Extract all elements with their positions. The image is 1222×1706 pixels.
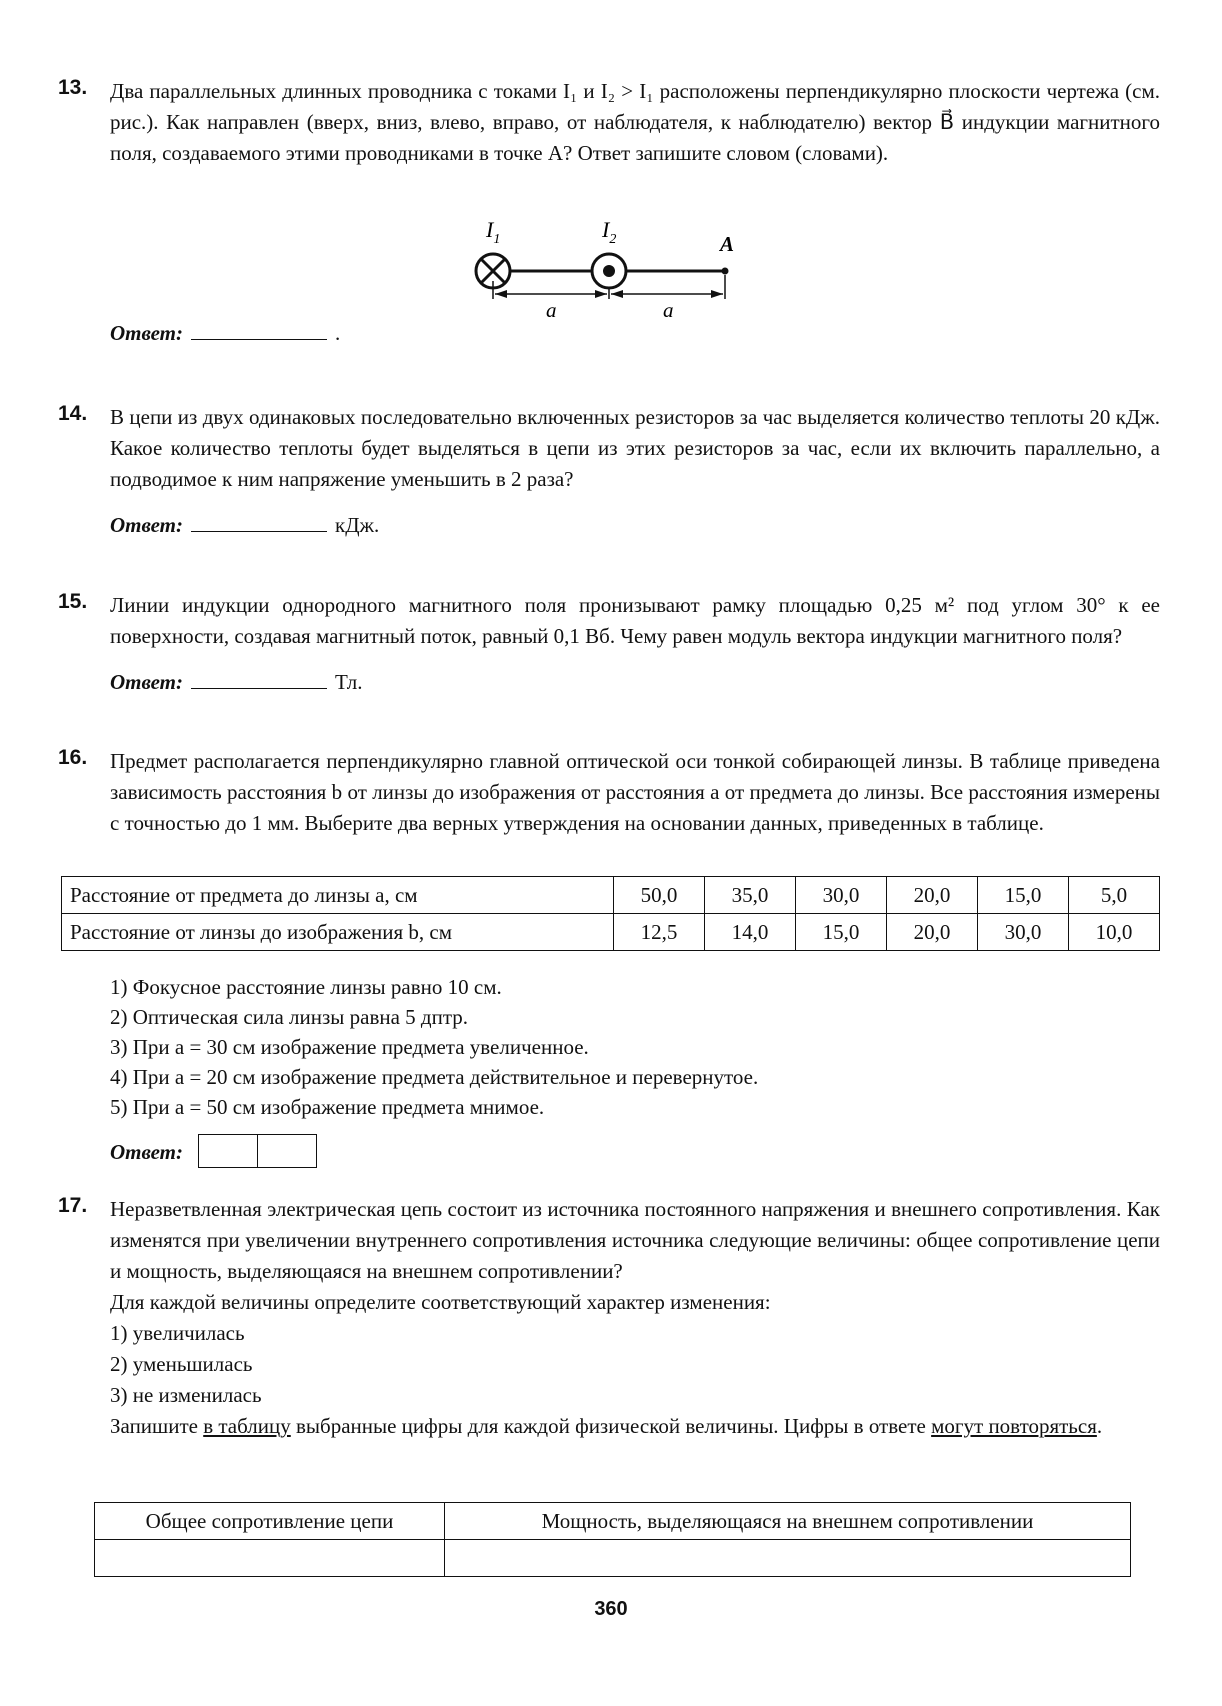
table-cell: 15,0: [978, 877, 1069, 914]
table-row: [62, 914, 1160, 951]
answer-boxes: [198, 1134, 315, 1174]
task-15: [58, 590, 1160, 698]
table-cell: 10,0: [1069, 914, 1160, 951]
page-number: 360: [594, 1598, 628, 1620]
table-row: [95, 1540, 1131, 1577]
answer-unit: .: [335, 321, 341, 345]
task-text: Предмет располагается перпендикулярно главной оптической оси тонкой собирающей линзы. В таблице приведена зависимость расстояния b от линзы до изображения от расстояния a от предмета до линзы. Все расстояния измерены с точностью до 1 мм. Выберите два верных утверждения на основании данных, приведенных в таблице.: [110, 749, 1160, 835]
lens-data-table: [61, 876, 1160, 951]
task-text: Неразветвленная электрическая цепь состоит из источника постоянного напряжения и внешнего сопротивления. Как изменятся при увеличении внутреннего сопротивления источника следующие величины: общее сопротивление цепи и мощность, выделяющаяся на внешнем сопротивлении?: [110, 1197, 1160, 1283]
lens-data-table-wrap: [61, 876, 1160, 951]
option-item: 1) увеличилась: [110, 1321, 245, 1345]
answer-unit: кДж.: [335, 513, 380, 537]
option-item: 2) уменьшилась: [110, 1352, 253, 1376]
answer-label: Ответ:: [110, 1139, 183, 1164]
label-point-a: A: [720, 232, 735, 256]
answer-line: [110, 666, 1160, 698]
row-label: Расстояние от линзы до изображения b, см: [62, 914, 614, 951]
task-instruction: Для каждой величины определите соответствующий характер изменения:: [110, 1290, 771, 1314]
answer-blank[interactable]: [191, 668, 327, 689]
option-item: 3) не изменилась: [110, 1383, 262, 1407]
task-text: В цепи из двух одинаковых последовательно включенных резисторов за час выделяется количество теплоты 20 кДж. Какое количество теплоты будет выделяться в цепи из этих резисторов за час, если их включить параллельно, а подводимое к ним напряжение уменьшить в 2 раза?: [110, 405, 1160, 491]
answer-line: [110, 509, 1160, 541]
label-distance-a: a: [663, 298, 674, 322]
task-text: Линии индукции однородного магнитного поля пронизывают рамку площадью 0,25 м² под углом 30° к ее поверхности, создавая магнитный поток, равный 0,1 Вб. Чему равен модуль вектора индукции магнитного поля?: [110, 593, 1160, 648]
task-number: 15.: [58, 590, 88, 613]
answer-blank[interactable]: [191, 319, 327, 340]
answer-box[interactable]: [198, 1134, 258, 1168]
table-cell: 20,0: [887, 877, 978, 914]
answer-cell[interactable]: [445, 1540, 1131, 1577]
task-14: [58, 402, 1160, 541]
conductor-i2: [592, 254, 626, 288]
answer-label: Ответ:: [110, 670, 183, 694]
task-number: 17.: [58, 1194, 88, 1217]
answer-line: [110, 1134, 315, 1174]
answer-unit: Тл.: [335, 670, 363, 694]
answer-cell[interactable]: [95, 1540, 445, 1577]
row-label: Расстояние от предмета до линзы a, см: [62, 877, 614, 914]
task-number: 16.: [58, 746, 88, 769]
task-17: [58, 1194, 1160, 1442]
answer-box[interactable]: [257, 1134, 317, 1168]
table-row: [95, 1503, 1131, 1540]
label-i2: $I_2$: [602, 217, 617, 247]
point-a-marker: [722, 268, 729, 275]
conductors-figure: [466, 213, 746, 323]
table-cell: 35,0: [705, 877, 796, 914]
task-number: 14.: [58, 402, 88, 425]
column-header: Мощность, выделяющаяся на внешнем сопротивлении: [445, 1503, 1131, 1540]
option-item: 1) Фокусное расстояние линзы равно 10 см.: [110, 975, 502, 999]
answer-table-wrap: [94, 1502, 1131, 1577]
write-instruction: Запишите в таблицу выбранные цифры для каждой физической величины. Цифры в ответе могут повторяться.: [110, 1414, 1103, 1438]
table-cell: 20,0: [887, 914, 978, 951]
label-i1: $I_1$: [486, 217, 501, 247]
table-cell: 30,0: [978, 914, 1069, 951]
table-cell: 30,0: [796, 877, 887, 914]
answer-table: [94, 1502, 1131, 1577]
table-row: [62, 877, 1160, 914]
option-item: 2) Оптическая сила линзы равна 5 дптр.: [110, 1005, 469, 1029]
task-16: [58, 746, 1160, 839]
table-cell: 12,5: [614, 914, 705, 951]
table-cell: 15,0: [796, 914, 887, 951]
answer-label: Ответ:: [110, 321, 183, 345]
table-cell: 14,0: [705, 914, 796, 951]
label-distance-a: a: [546, 298, 557, 322]
option-item: 3) При a = 30 см изображение предмета увеличенное.: [110, 1035, 589, 1059]
task-text: Два параллельных длинных проводника с токами I₁ и I₂ > I₁ расположены перпендикулярно плоскости чертежа (см. рис.). Как направлен (вверх, вниз, влево, вправо, от наблюдателя, к наблюдателю) вектор B⃗ индукции магнитного поля, создаваемого этими проводниками в точке A? Ответ запишите словом (словами).: [110, 79, 1160, 165]
option-item: 4) При a = 20 см изображение предмета действительное и перевернутое.: [110, 1065, 759, 1089]
answer-label: Ответ:: [110, 513, 183, 537]
answer-blank[interactable]: [191, 511, 327, 532]
table-cell: 5,0: [1069, 877, 1160, 914]
column-header: Общее сопротивление цепи: [95, 1503, 445, 1540]
option-item: 5) При a = 50 см изображение предмета мнимое.: [110, 1095, 545, 1119]
table-cell: 50,0: [614, 877, 705, 914]
dot-out-of-page-icon: [603, 265, 615, 277]
task-number: 13.: [58, 76, 88, 99]
task-16-options: [110, 972, 758, 1122]
